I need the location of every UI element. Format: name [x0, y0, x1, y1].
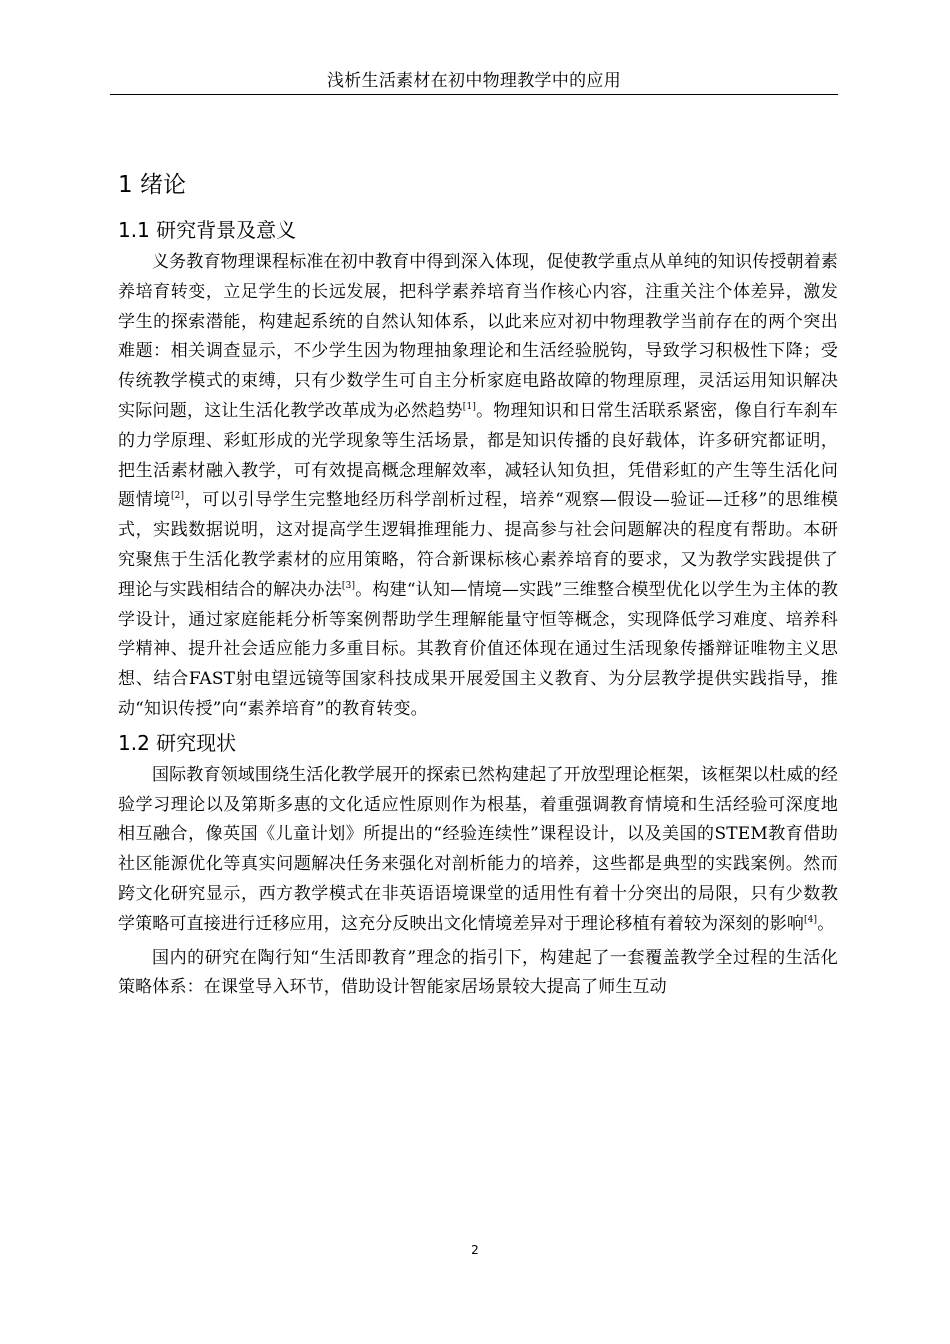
citation-ref-3: [3]	[341, 580, 356, 591]
section-heading-1-2: 1.2 研究现状	[118, 730, 237, 755]
section-heading-1-1: 1.1 研究背景及意义	[118, 218, 297, 242]
page-number: 2	[471, 1243, 479, 1257]
page-header-title: 浅析生活素材在初中物理教学中的应用	[110, 70, 838, 95]
citation-ref-1: [1]	[462, 401, 476, 412]
paragraph-text: 。物理知识和日常生活联系紧密，像自行车刹车的力学原理、彩虹形成的光学现象等生活场景，都是知识传播的良好载体，许多研究都证明，把生活素材融入教学，可有效提高概念理解效率，减轻认知负担，凭借彩虹的产生等生活化问题情境	[118, 400, 838, 511]
citation-ref-2: [2]	[170, 491, 185, 502]
citation-ref-4: [4]	[804, 914, 818, 925]
paragraph-text: 义务教育物理课程标准在初中教育中得到深入体现，促使教学重点从单纯的知识传授朝着素养培育转变，立足学生的长远发展，把科学素养培育当作核心内容，注重关注个体差异，激发学生的探索潜能，构建起系统的自然认知体系，以此来应对初中物理教学当前存在的两个突出难题：相关调查显示，不少学生因为物理抽象理论和生活经验脱钩，导致学习积极性下降；受传统教学模式的束缚，只有少数学生可自主分析家庭电路故障的物理原理，灵活运用知识解决实际问题，这让生活化教学改革成为必然趋势	[118, 252, 838, 421]
paragraph-international	[118, 761, 838, 940]
paragraph-background	[118, 248, 838, 725]
document-body	[118, 170, 838, 1007]
paragraph-domestic	[118, 944, 838, 1004]
chapter-heading: 1 绪论	[118, 172, 186, 198]
paragraph-text: 国际教育领域围绕生活化教学展开的探索已然构建起了开放型理论框架，该框架以杜威的经验学习理论以及第斯多惠的文化适应性原则作为根基，着重强调教育情境和生活经验可深度地相互融合，像英国《儿童计划》所提出的“经验连续性”课程设计，以及美国的STEM教育借助社区能源优化等真实问题解决任务来强化对剖析能力的培养，这些都是典型的实践案例。然而跨文化研究显示，西方教学模式在非英语语境课堂的适用性有着十分突出的局限，只有少数教学策略可直接进行迁移应用，这充分反映出文化情境差异对于理论移植有着较为深刻的影响	[118, 764, 838, 934]
paragraph-text: ，可以引导学生完整地经历科学剖析过程，培养“观察—假设—验证—迁移”的思维模式，实践数据说明，这对提高学生逻辑推理能力、提高参与社会问题解决的程度有帮助。本研究聚焦于生活化教学素材的应用策略，符合新课标核心素养培育的要求，又为教学实践提供了理论与实践相结合的解决办法	[118, 490, 838, 600]
paragraph-text: 。构建“认知—情境—实践”三维整合模型优化以学生为主体的教学设计，通过家庭能耗分析等案例帮助学生理解能量守恒等概念，实现降低学习难度、培养科学精神、提升社会适应能力多重目标。其教育价值还体现在通过生活现象传播辩证唯物主义思想、结合FAST射电望远镜等国家科技成果开展爱国主义教育、为分层教学提供实践指导，推动“知识传授”向“素养培育”的教育转变。	[118, 579, 839, 719]
paragraph-text: 国内的研究在陶行知“生活即教育”理念的指引下，构建起了一套覆盖教学全过程的生活化策略体系：在课堂导入环节，借助设计智能家居场景较大提高了师生互动	[118, 947, 838, 998]
paragraph-text: 。	[817, 913, 835, 934]
